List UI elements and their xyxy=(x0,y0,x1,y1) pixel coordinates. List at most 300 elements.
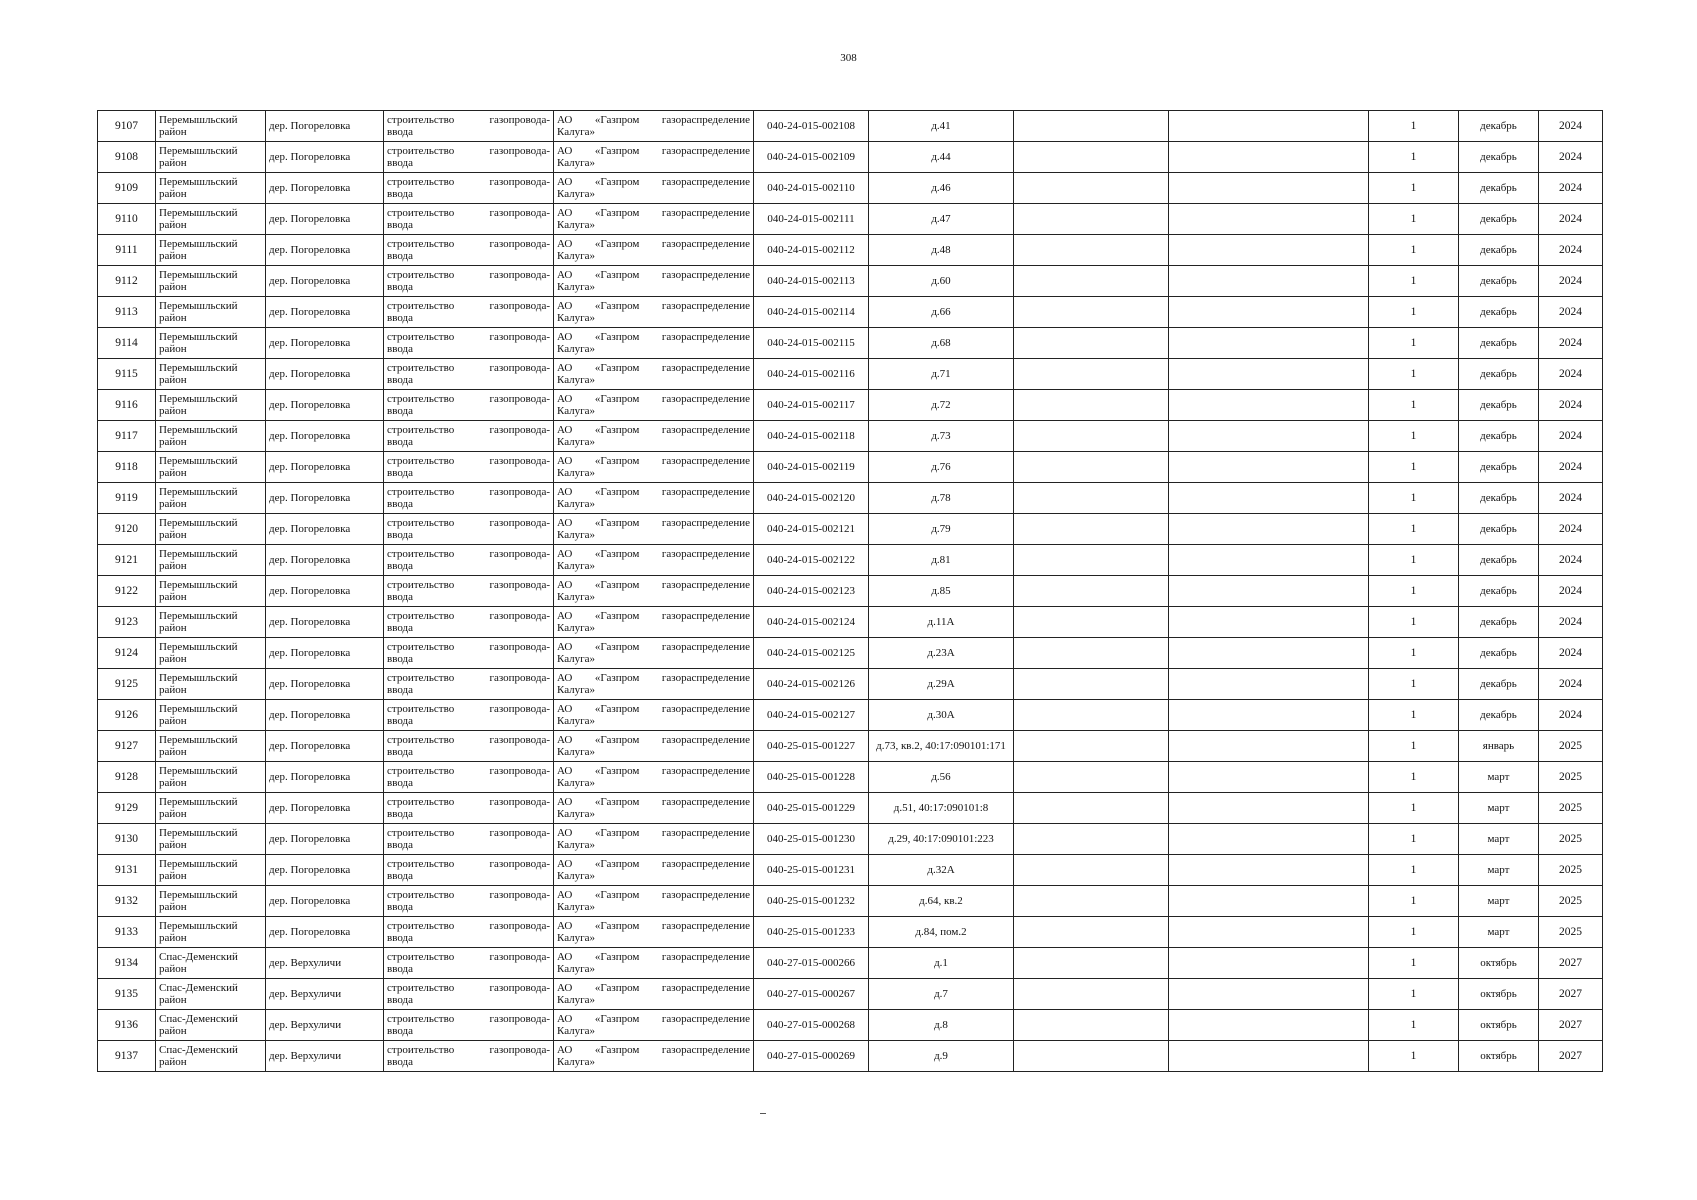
work-type-line-1: строительство газопровода- xyxy=(387,206,550,219)
district-cell xyxy=(156,514,266,545)
district-name: Спас-Деменский xyxy=(159,950,238,963)
work-type-line-2: ввода xyxy=(387,157,413,169)
empty-cell-1 xyxy=(1014,607,1169,638)
work-type-cell xyxy=(384,359,554,390)
owner-line-1: АО «Газпром газораспределение xyxy=(557,113,750,126)
district-cell xyxy=(156,390,266,421)
work-type-line-2: ввода xyxy=(387,715,413,727)
scan-speck xyxy=(760,1113,766,1114)
owner-line-1: АО «Газпром газораспределение xyxy=(557,268,750,281)
work-type-line-1: строительство газопровода- xyxy=(387,237,550,250)
district-suffix: район xyxy=(159,808,187,820)
year-cell: 2024 xyxy=(1539,390,1603,421)
table-row xyxy=(98,669,1603,700)
work-type-cell xyxy=(384,173,554,204)
count-cell: 1 xyxy=(1369,669,1459,700)
owner-cell xyxy=(554,545,754,576)
district-name: Перемышльский xyxy=(159,268,238,281)
month-cell: декабрь xyxy=(1459,483,1539,514)
district-cell xyxy=(156,111,266,142)
work-type-line-2: ввода xyxy=(387,126,413,138)
work-type-line-1: строительство газопровода- xyxy=(387,454,550,467)
district-cell xyxy=(156,824,266,855)
district-name: Перемышльский xyxy=(159,237,238,250)
row-number: 9122 xyxy=(98,576,156,607)
district-suffix: район xyxy=(159,126,187,138)
count-cell: 1 xyxy=(1369,762,1459,793)
owner-line-1: АО «Газпром газораспределение xyxy=(557,206,750,219)
owner-cell xyxy=(554,235,754,266)
table-row xyxy=(98,421,1603,452)
address-cell: д.72 xyxy=(869,390,1014,421)
count-cell: 1 xyxy=(1369,979,1459,1010)
work-type-cell xyxy=(384,514,554,545)
work-type-line-1: строительство газопровода- xyxy=(387,609,550,622)
year-cell: 2027 xyxy=(1539,948,1603,979)
work-type-cell xyxy=(384,917,554,948)
district-suffix: район xyxy=(159,622,187,634)
owner-cell xyxy=(554,390,754,421)
year-cell: 2024 xyxy=(1539,204,1603,235)
count-cell: 1 xyxy=(1369,390,1459,421)
owner-line-1: АО «Газпром газораспределение xyxy=(557,950,750,963)
empty-cell-1 xyxy=(1014,297,1169,328)
month-cell: декабрь xyxy=(1459,235,1539,266)
owner-line-1: АО «Газпром газораспределение xyxy=(557,609,750,622)
work-type-line-2: ввода xyxy=(387,405,413,417)
object-code-cell: 040-27-015-000268 xyxy=(754,1010,869,1041)
empty-cell-2 xyxy=(1169,545,1369,576)
owner-cell xyxy=(554,328,754,359)
year-cell: 2024 xyxy=(1539,266,1603,297)
address-cell: д.9 xyxy=(869,1041,1014,1072)
year-cell: 2025 xyxy=(1539,762,1603,793)
empty-cell-2 xyxy=(1169,483,1369,514)
work-type-line-2: ввода xyxy=(387,777,413,789)
owner-line-2: Калуга» xyxy=(557,281,596,293)
work-type-cell xyxy=(384,855,554,886)
district-name: Перемышльский xyxy=(159,702,238,715)
empty-cell-1 xyxy=(1014,266,1169,297)
empty-cell-1 xyxy=(1014,793,1169,824)
owner-line-2: Калуга» xyxy=(557,250,596,262)
row-number: 9111 xyxy=(98,235,156,266)
district-cell xyxy=(156,855,266,886)
owner-cell xyxy=(554,111,754,142)
empty-cell-2 xyxy=(1169,359,1369,390)
work-type-line-1: строительство газопровода- xyxy=(387,578,550,591)
owner-cell xyxy=(554,266,754,297)
year-cell: 2024 xyxy=(1539,483,1603,514)
table-row xyxy=(98,793,1603,824)
district-suffix: район xyxy=(159,963,187,975)
owner-line-1: АО «Газпром газораспределение xyxy=(557,423,750,436)
work-type-cell xyxy=(384,700,554,731)
work-type-cell xyxy=(384,142,554,173)
table-row xyxy=(98,576,1603,607)
table-row xyxy=(98,731,1603,762)
work-type-line-2: ввода xyxy=(387,808,413,820)
object-code-cell: 040-24-015-002126 xyxy=(754,669,869,700)
work-type-line-1: строительство газопровода- xyxy=(387,516,550,529)
row-number: 9110 xyxy=(98,204,156,235)
address-cell: д.29А xyxy=(869,669,1014,700)
address-cell: д.68 xyxy=(869,328,1014,359)
district-name: Спас-Деменский xyxy=(159,1012,238,1025)
owner-line-1: АО «Газпром газораспределение xyxy=(557,330,750,343)
district-name: Перемышльский xyxy=(159,206,238,219)
year-cell: 2024 xyxy=(1539,638,1603,669)
owner-line-2: Калуга» xyxy=(557,312,596,324)
table-row xyxy=(98,545,1603,576)
district-cell xyxy=(156,452,266,483)
count-cell: 1 xyxy=(1369,266,1459,297)
district-suffix: район xyxy=(159,870,187,882)
district-name: Перемышльский xyxy=(159,733,238,746)
work-type-line-2: ввода xyxy=(387,994,413,1006)
address-cell: д.79 xyxy=(869,514,1014,545)
work-type-line-1: строительство газопровода- xyxy=(387,671,550,684)
locality-cell: дер. Погореловка xyxy=(266,204,384,235)
row-number: 9119 xyxy=(98,483,156,514)
empty-cell-1 xyxy=(1014,514,1169,545)
work-type-cell xyxy=(384,948,554,979)
empty-cell-2 xyxy=(1169,111,1369,142)
empty-cell-1 xyxy=(1014,1010,1169,1041)
row-number: 9121 xyxy=(98,545,156,576)
object-code-cell: 040-24-015-002112 xyxy=(754,235,869,266)
address-cell: д.47 xyxy=(869,204,1014,235)
year-cell: 2024 xyxy=(1539,607,1603,638)
work-type-cell xyxy=(384,576,554,607)
owner-cell xyxy=(554,979,754,1010)
district-suffix: район xyxy=(159,436,187,448)
address-cell: д.32А xyxy=(869,855,1014,886)
empty-cell-1 xyxy=(1014,917,1169,948)
district-cell xyxy=(156,142,266,173)
owner-line-1: АО «Газпром газораспределение xyxy=(557,1012,750,1025)
month-cell: декабрь xyxy=(1459,607,1539,638)
work-type-line-2: ввода xyxy=(387,870,413,882)
district-cell xyxy=(156,762,266,793)
work-type-cell xyxy=(384,979,554,1010)
empty-cell-2 xyxy=(1169,142,1369,173)
district-cell xyxy=(156,607,266,638)
row-number: 9136 xyxy=(98,1010,156,1041)
owner-line-1: АО «Газпром газораспределение xyxy=(557,919,750,932)
object-code-cell: 040-27-015-000267 xyxy=(754,979,869,1010)
district-suffix: район xyxy=(159,405,187,417)
empty-cell-1 xyxy=(1014,638,1169,669)
empty-cell-1 xyxy=(1014,700,1169,731)
work-type-line-1: строительство газопровода- xyxy=(387,144,550,157)
work-type-cell xyxy=(384,483,554,514)
owner-line-2: Калуга» xyxy=(557,405,596,417)
owner-line-2: Калуга» xyxy=(557,498,596,510)
year-cell: 2025 xyxy=(1539,824,1603,855)
register-body xyxy=(98,111,1603,1072)
work-type-cell xyxy=(384,204,554,235)
work-type-cell xyxy=(384,1041,554,1072)
locality-cell: дер. Погореловка xyxy=(266,793,384,824)
work-type-line-2: ввода xyxy=(387,188,413,200)
locality-cell: дер. Погореловка xyxy=(266,886,384,917)
empty-cell-2 xyxy=(1169,1041,1369,1072)
work-type-cell xyxy=(384,390,554,421)
owner-cell xyxy=(554,452,754,483)
empty-cell-2 xyxy=(1169,390,1369,421)
row-number: 9117 xyxy=(98,421,156,452)
table-row xyxy=(98,142,1603,173)
address-cell: д.30А xyxy=(869,700,1014,731)
table-row xyxy=(98,514,1603,545)
row-number: 9123 xyxy=(98,607,156,638)
work-type-line-1: строительство газопровода- xyxy=(387,268,550,281)
district-cell xyxy=(156,421,266,452)
work-type-line-1: строительство газопровода- xyxy=(387,175,550,188)
empty-cell-2 xyxy=(1169,514,1369,545)
district-suffix: район xyxy=(159,839,187,851)
district-suffix: район xyxy=(159,157,187,169)
owner-cell xyxy=(554,297,754,328)
owner-line-1: АО «Газпром газораспределение xyxy=(557,144,750,157)
year-cell: 2025 xyxy=(1539,793,1603,824)
month-cell: март xyxy=(1459,762,1539,793)
locality-cell: дер. Погореловка xyxy=(266,390,384,421)
work-type-line-1: строительство газопровода- xyxy=(387,981,550,994)
owner-line-2: Калуга» xyxy=(557,870,596,882)
owner-line-1: АО «Газпром газораспределение xyxy=(557,702,750,715)
district-suffix: район xyxy=(159,777,187,789)
object-code-cell: 040-24-015-002119 xyxy=(754,452,869,483)
work-type-line-2: ввода xyxy=(387,653,413,665)
row-number: 9124 xyxy=(98,638,156,669)
empty-cell-1 xyxy=(1014,235,1169,266)
table-row xyxy=(98,235,1603,266)
locality-cell: дер. Погореловка xyxy=(266,173,384,204)
work-type-line-1: строительство газопровода- xyxy=(387,640,550,653)
empty-cell-2 xyxy=(1169,948,1369,979)
year-cell: 2024 xyxy=(1539,669,1603,700)
district-suffix: район xyxy=(159,560,187,572)
month-cell: декабрь xyxy=(1459,266,1539,297)
locality-cell: дер. Погореловка xyxy=(266,235,384,266)
empty-cell-2 xyxy=(1169,731,1369,762)
district-name: Перемышльский xyxy=(159,826,238,839)
owner-cell xyxy=(554,204,754,235)
count-cell: 1 xyxy=(1369,421,1459,452)
object-code-cell: 040-24-015-002124 xyxy=(754,607,869,638)
work-type-line-1: строительство газопровода- xyxy=(387,299,550,312)
row-number: 9116 xyxy=(98,390,156,421)
owner-line-2: Калуга» xyxy=(557,591,596,603)
owner-line-1: АО «Газпром газораспределение xyxy=(557,547,750,560)
locality-cell: дер. Погореловка xyxy=(266,731,384,762)
district-name: Перемышльский xyxy=(159,919,238,932)
row-number: 9109 xyxy=(98,173,156,204)
district-cell xyxy=(156,235,266,266)
locality-cell: дер. Погореловка xyxy=(266,328,384,359)
empty-cell-2 xyxy=(1169,979,1369,1010)
locality-cell: дер. Погореловка xyxy=(266,762,384,793)
table-row xyxy=(98,886,1603,917)
work-type-line-2: ввода xyxy=(387,467,413,479)
month-cell: октябрь xyxy=(1459,948,1539,979)
work-type-line-1: строительство газопровода- xyxy=(387,733,550,746)
object-code-cell: 040-25-015-001230 xyxy=(754,824,869,855)
row-number: 9133 xyxy=(98,917,156,948)
address-cell: д.1 xyxy=(869,948,1014,979)
work-type-line-1: строительство газопровода- xyxy=(387,1043,550,1056)
object-code-cell: 040-24-015-002125 xyxy=(754,638,869,669)
table-row xyxy=(98,607,1603,638)
owner-line-2: Калуга» xyxy=(557,560,596,572)
work-type-line-1: строительство газопровода- xyxy=(387,702,550,715)
month-cell: декабрь xyxy=(1459,204,1539,235)
object-code-cell: 040-25-015-001228 xyxy=(754,762,869,793)
object-code-cell: 040-24-015-002109 xyxy=(754,142,869,173)
address-cell: д.71 xyxy=(869,359,1014,390)
address-cell: д.66 xyxy=(869,297,1014,328)
district-suffix: район xyxy=(159,374,187,386)
locality-cell: дер. Погореловка xyxy=(266,917,384,948)
work-type-cell xyxy=(384,762,554,793)
district-name: Перемышльский xyxy=(159,392,238,405)
address-cell: д.60 xyxy=(869,266,1014,297)
district-cell xyxy=(156,886,266,917)
district-name: Перемышльский xyxy=(159,888,238,901)
district-cell xyxy=(156,948,266,979)
address-cell: д.56 xyxy=(869,762,1014,793)
owner-line-1: АО «Газпром газораспределение xyxy=(557,795,750,808)
locality-cell: дер. Погореловка xyxy=(266,142,384,173)
row-number: 9112 xyxy=(98,266,156,297)
district-suffix: район xyxy=(159,312,187,324)
work-type-cell xyxy=(384,421,554,452)
work-type-line-2: ввода xyxy=(387,746,413,758)
row-number: 9126 xyxy=(98,700,156,731)
year-cell: 2027 xyxy=(1539,1041,1603,1072)
work-type-cell xyxy=(384,111,554,142)
district-cell xyxy=(156,731,266,762)
month-cell: декабрь xyxy=(1459,421,1539,452)
empty-cell-1 xyxy=(1014,731,1169,762)
owner-cell xyxy=(554,824,754,855)
object-code-cell: 040-24-015-002122 xyxy=(754,545,869,576)
table-row xyxy=(98,917,1603,948)
owner-cell xyxy=(554,948,754,979)
owner-line-2: Калуга» xyxy=(557,126,596,138)
empty-cell-1 xyxy=(1014,111,1169,142)
table-row xyxy=(98,824,1603,855)
month-cell: декабрь xyxy=(1459,173,1539,204)
address-cell: д.76 xyxy=(869,452,1014,483)
district-name: Перемышльский xyxy=(159,299,238,312)
object-code-cell: 040-24-015-002113 xyxy=(754,266,869,297)
work-type-cell xyxy=(384,669,554,700)
district-cell xyxy=(156,576,266,607)
district-cell xyxy=(156,266,266,297)
owner-line-2: Калуга» xyxy=(557,715,596,727)
work-type-line-1: строительство газопровода- xyxy=(387,764,550,777)
owner-cell xyxy=(554,142,754,173)
owner-line-2: Калуга» xyxy=(557,746,596,758)
owner-line-1: АО «Газпром газораспределение xyxy=(557,361,750,374)
district-cell xyxy=(156,917,266,948)
object-code-cell: 040-27-015-000266 xyxy=(754,948,869,979)
district-cell xyxy=(156,793,266,824)
month-cell: март xyxy=(1459,886,1539,917)
owner-line-2: Калуга» xyxy=(557,1056,596,1068)
month-cell: декабрь xyxy=(1459,638,1539,669)
owner-line-1: АО «Газпром газораспределение xyxy=(557,237,750,250)
address-cell: д.73 xyxy=(869,421,1014,452)
row-number: 9132 xyxy=(98,886,156,917)
empty-cell-1 xyxy=(1014,886,1169,917)
district-name: Перемышльский xyxy=(159,609,238,622)
district-name: Перемышльский xyxy=(159,175,238,188)
owner-line-2: Калуга» xyxy=(557,374,596,386)
owner-line-1: АО «Газпром газораспределение xyxy=(557,485,750,498)
empty-cell-2 xyxy=(1169,235,1369,266)
owner-line-2: Калуга» xyxy=(557,777,596,789)
empty-cell-2 xyxy=(1169,855,1369,886)
locality-cell: дер. Погореловка xyxy=(266,483,384,514)
empty-cell-2 xyxy=(1169,1010,1369,1041)
owner-line-2: Калуга» xyxy=(557,157,596,169)
table-row xyxy=(98,855,1603,886)
work-type-line-2: ввода xyxy=(387,622,413,634)
month-cell: декабрь xyxy=(1459,390,1539,421)
district-suffix: район xyxy=(159,994,187,1006)
owner-cell xyxy=(554,1041,754,1072)
work-type-line-1: строительство газопровода- xyxy=(387,547,550,560)
empty-cell-1 xyxy=(1014,576,1169,607)
district-cell xyxy=(156,483,266,514)
owner-line-2: Калуга» xyxy=(557,343,596,355)
work-type-line-2: ввода xyxy=(387,591,413,603)
district-cell xyxy=(156,204,266,235)
district-cell xyxy=(156,1041,266,1072)
owner-line-2: Калуга» xyxy=(557,901,596,913)
owner-line-2: Калуга» xyxy=(557,1025,596,1037)
work-type-line-1: строительство газопровода- xyxy=(387,950,550,963)
district-suffix: район xyxy=(159,281,187,293)
work-type-line-1: строительство газопровода- xyxy=(387,392,550,405)
owner-line-1: АО «Газпром газораспределение xyxy=(557,826,750,839)
owner-line-1: АО «Газпром газораспределение xyxy=(557,454,750,467)
owner-cell xyxy=(554,731,754,762)
address-cell: д.23А xyxy=(869,638,1014,669)
work-type-line-1: строительство газопровода- xyxy=(387,857,550,870)
district-suffix: район xyxy=(159,901,187,913)
work-type-line-1: строительство газопровода- xyxy=(387,113,550,126)
count-cell: 1 xyxy=(1369,111,1459,142)
district-cell xyxy=(156,1010,266,1041)
district-name: Перемышльский xyxy=(159,795,238,808)
district-suffix: район xyxy=(159,188,187,200)
count-cell: 1 xyxy=(1369,328,1459,359)
owner-line-1: АО «Газпром газораспределение xyxy=(557,392,750,405)
owner-cell xyxy=(554,886,754,917)
address-cell: д.81 xyxy=(869,545,1014,576)
owner-line-2: Калуга» xyxy=(557,436,596,448)
locality-cell: дер. Верхуличи xyxy=(266,979,384,1010)
month-cell: март xyxy=(1459,917,1539,948)
district-cell xyxy=(156,669,266,700)
owner-cell xyxy=(554,173,754,204)
district-name: Спас-Деменский xyxy=(159,981,238,994)
